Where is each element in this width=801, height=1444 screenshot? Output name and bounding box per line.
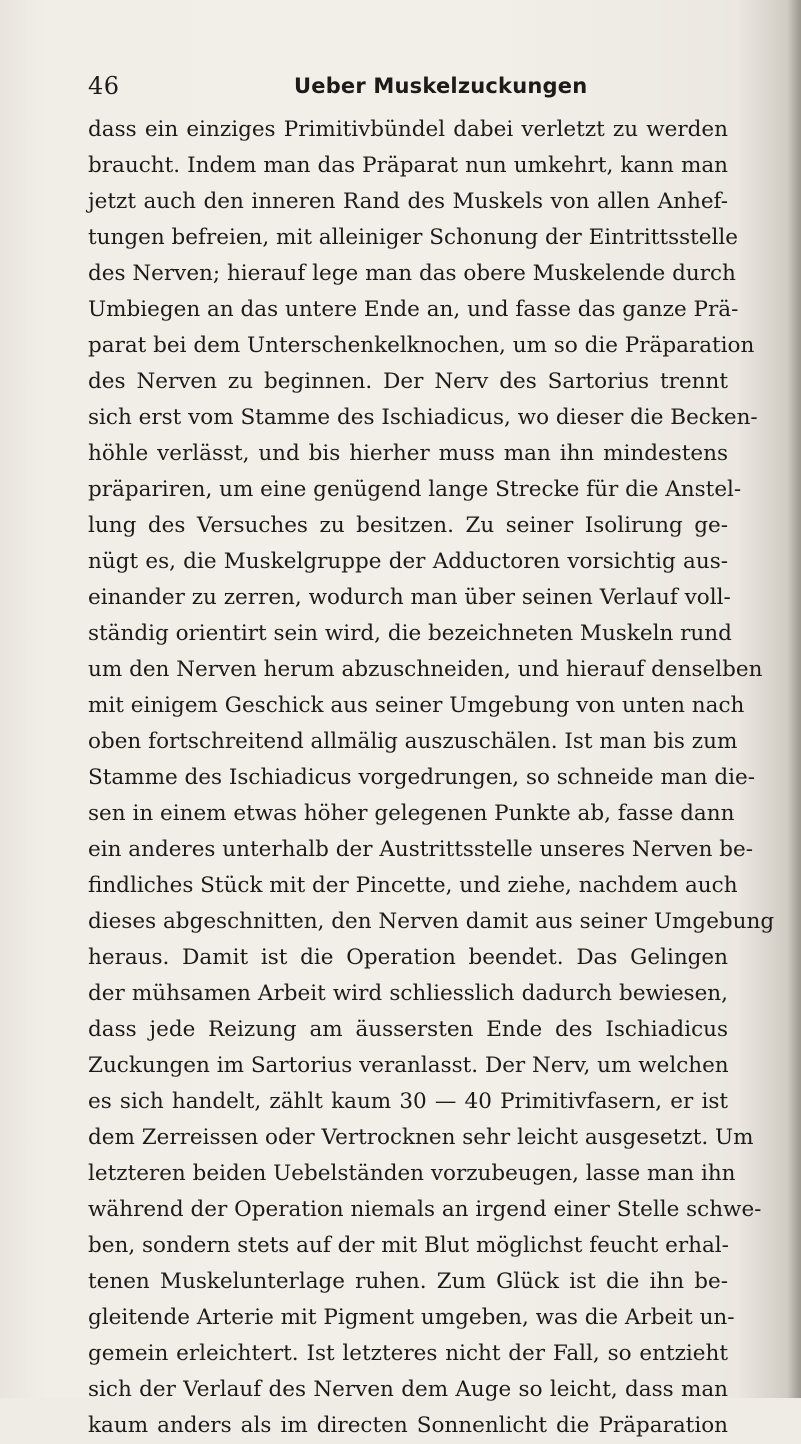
text-line: dass ein einziges Primitivbündel dabei verletzt zu werden: [88, 117, 728, 142]
body-text: [88, 112, 775, 1444]
text-line: findliches Stück mit der Pincette, und ziehe, nachdem auch: [88, 873, 738, 898]
text-line: ein anderes unterhalb der Austrittsstelle unseres Nerven be-: [88, 837, 754, 862]
text-line: des Nerven zu beginnen. Der Nerv des Sartorius trennt: [88, 369, 728, 394]
text-line: sich erst vom Stamme des Ischiadicus, wo dieser die Becken-: [88, 405, 758, 430]
text-line: ständig orientirt sein wird, die bezeichneten Muskeln rund: [88, 621, 732, 646]
running-title: Ueber Muskelzuckungen: [294, 74, 588, 98]
text-line: präpariren, um eine genügend lange Strecke für die Anstel-: [88, 477, 742, 502]
text-line: dieses abgeschnitten, den Nerven damit aus seiner Umgebung: [88, 909, 775, 934]
text-line: sich der Verlauf des Nerven dem Auge so leicht, dass man: [88, 1377, 728, 1402]
text-line: höhle verlässt, und bis hierher muss man ihn mindestens: [88, 441, 728, 466]
text-line: des Nerven; hierauf lege man das obere Muskelende durch: [88, 261, 736, 286]
text-line: der mühsamen Arbeit wird schliesslich dadurch bewiesen,: [88, 981, 728, 1006]
text-line: gemein erleichtert. Ist letzteres nicht der Fall, so entzieht: [88, 1341, 728, 1366]
page-number: 46: [88, 72, 120, 100]
page-edge-shadow: [787, 0, 801, 1398]
text-line: dass jede Reizung am äussersten Ende des Ischiadicus: [88, 1017, 728, 1042]
text-line: sen in einem etwas höher gelegenen Punkte ab, fasse dann: [88, 801, 735, 826]
text-line: um den Nerven herum abzuschneiden, und hierauf denselben: [88, 657, 763, 682]
text-line: heraus. Damit ist die Operation beendet. Das Gelingen: [88, 945, 728, 970]
text-line: es sich handelt, zählt kaum 30 — 40 Primitivfasern, er ist: [88, 1089, 728, 1114]
text-line: Stamme des Ischiadicus vorgedrungen, so schneide man die-: [88, 765, 755, 790]
text-line: tungen befreien, mit alleiniger Schonung der Eintrittsstelle: [88, 225, 738, 250]
text-line: tenen Muskelunterlage ruhen. Zum Glück ist die ihn be-: [88, 1269, 728, 1294]
text-line: parat bei dem Unterschenkelknochen, um so die Präparation: [88, 333, 755, 358]
text-line: einander zu zerren, wodurch man über seinen Verlauf voll-: [88, 585, 731, 610]
text-line: braucht. Indem man das Präparat nun umkehrt, kann man: [88, 153, 728, 178]
text-line: oben fortschreitend allmälig auszuschälen. Ist man bis zum: [88, 729, 738, 754]
text-line: letzteren beiden Uebelständen vorzubeugen, lasse man ihn: [88, 1161, 736, 1186]
text-line: nügt es, die Muskelgruppe der Adductoren vorsichtig aus-: [88, 549, 728, 574]
text-line: mit einigem Geschick aus seiner Umgebung von unten nach: [88, 693, 745, 718]
page-header: [88, 72, 728, 106]
text-line: lung des Versuches zu besitzen. Zu seiner Isolirung ge-: [88, 513, 728, 538]
text-line: Zuckungen im Sartorius veranlasst. Der Nerv, um welchen: [88, 1053, 729, 1078]
text-line: gleitende Arterie mit Pigment umgeben, was die Arbeit un-: [88, 1305, 735, 1330]
text-line: jetzt auch den inneren Rand des Muskels von allen Anhef-: [88, 189, 728, 214]
text-line: während der Operation niemals an irgend einer Stelle schwe-: [88, 1197, 762, 1222]
text-line: Umbiegen an das untere Ende an, und fasse das ganze Prä-: [88, 297, 739, 322]
text-line: ben, sondern stets auf der mit Blut möglichst feucht erhal-: [88, 1233, 729, 1258]
text-line: kaum anders als im directen Sonnenlicht die Präparation: [88, 1413, 728, 1438]
text-line: dem Zerreissen oder Vertrocknen sehr leicht ausgesetzt. Um: [88, 1125, 754, 1150]
